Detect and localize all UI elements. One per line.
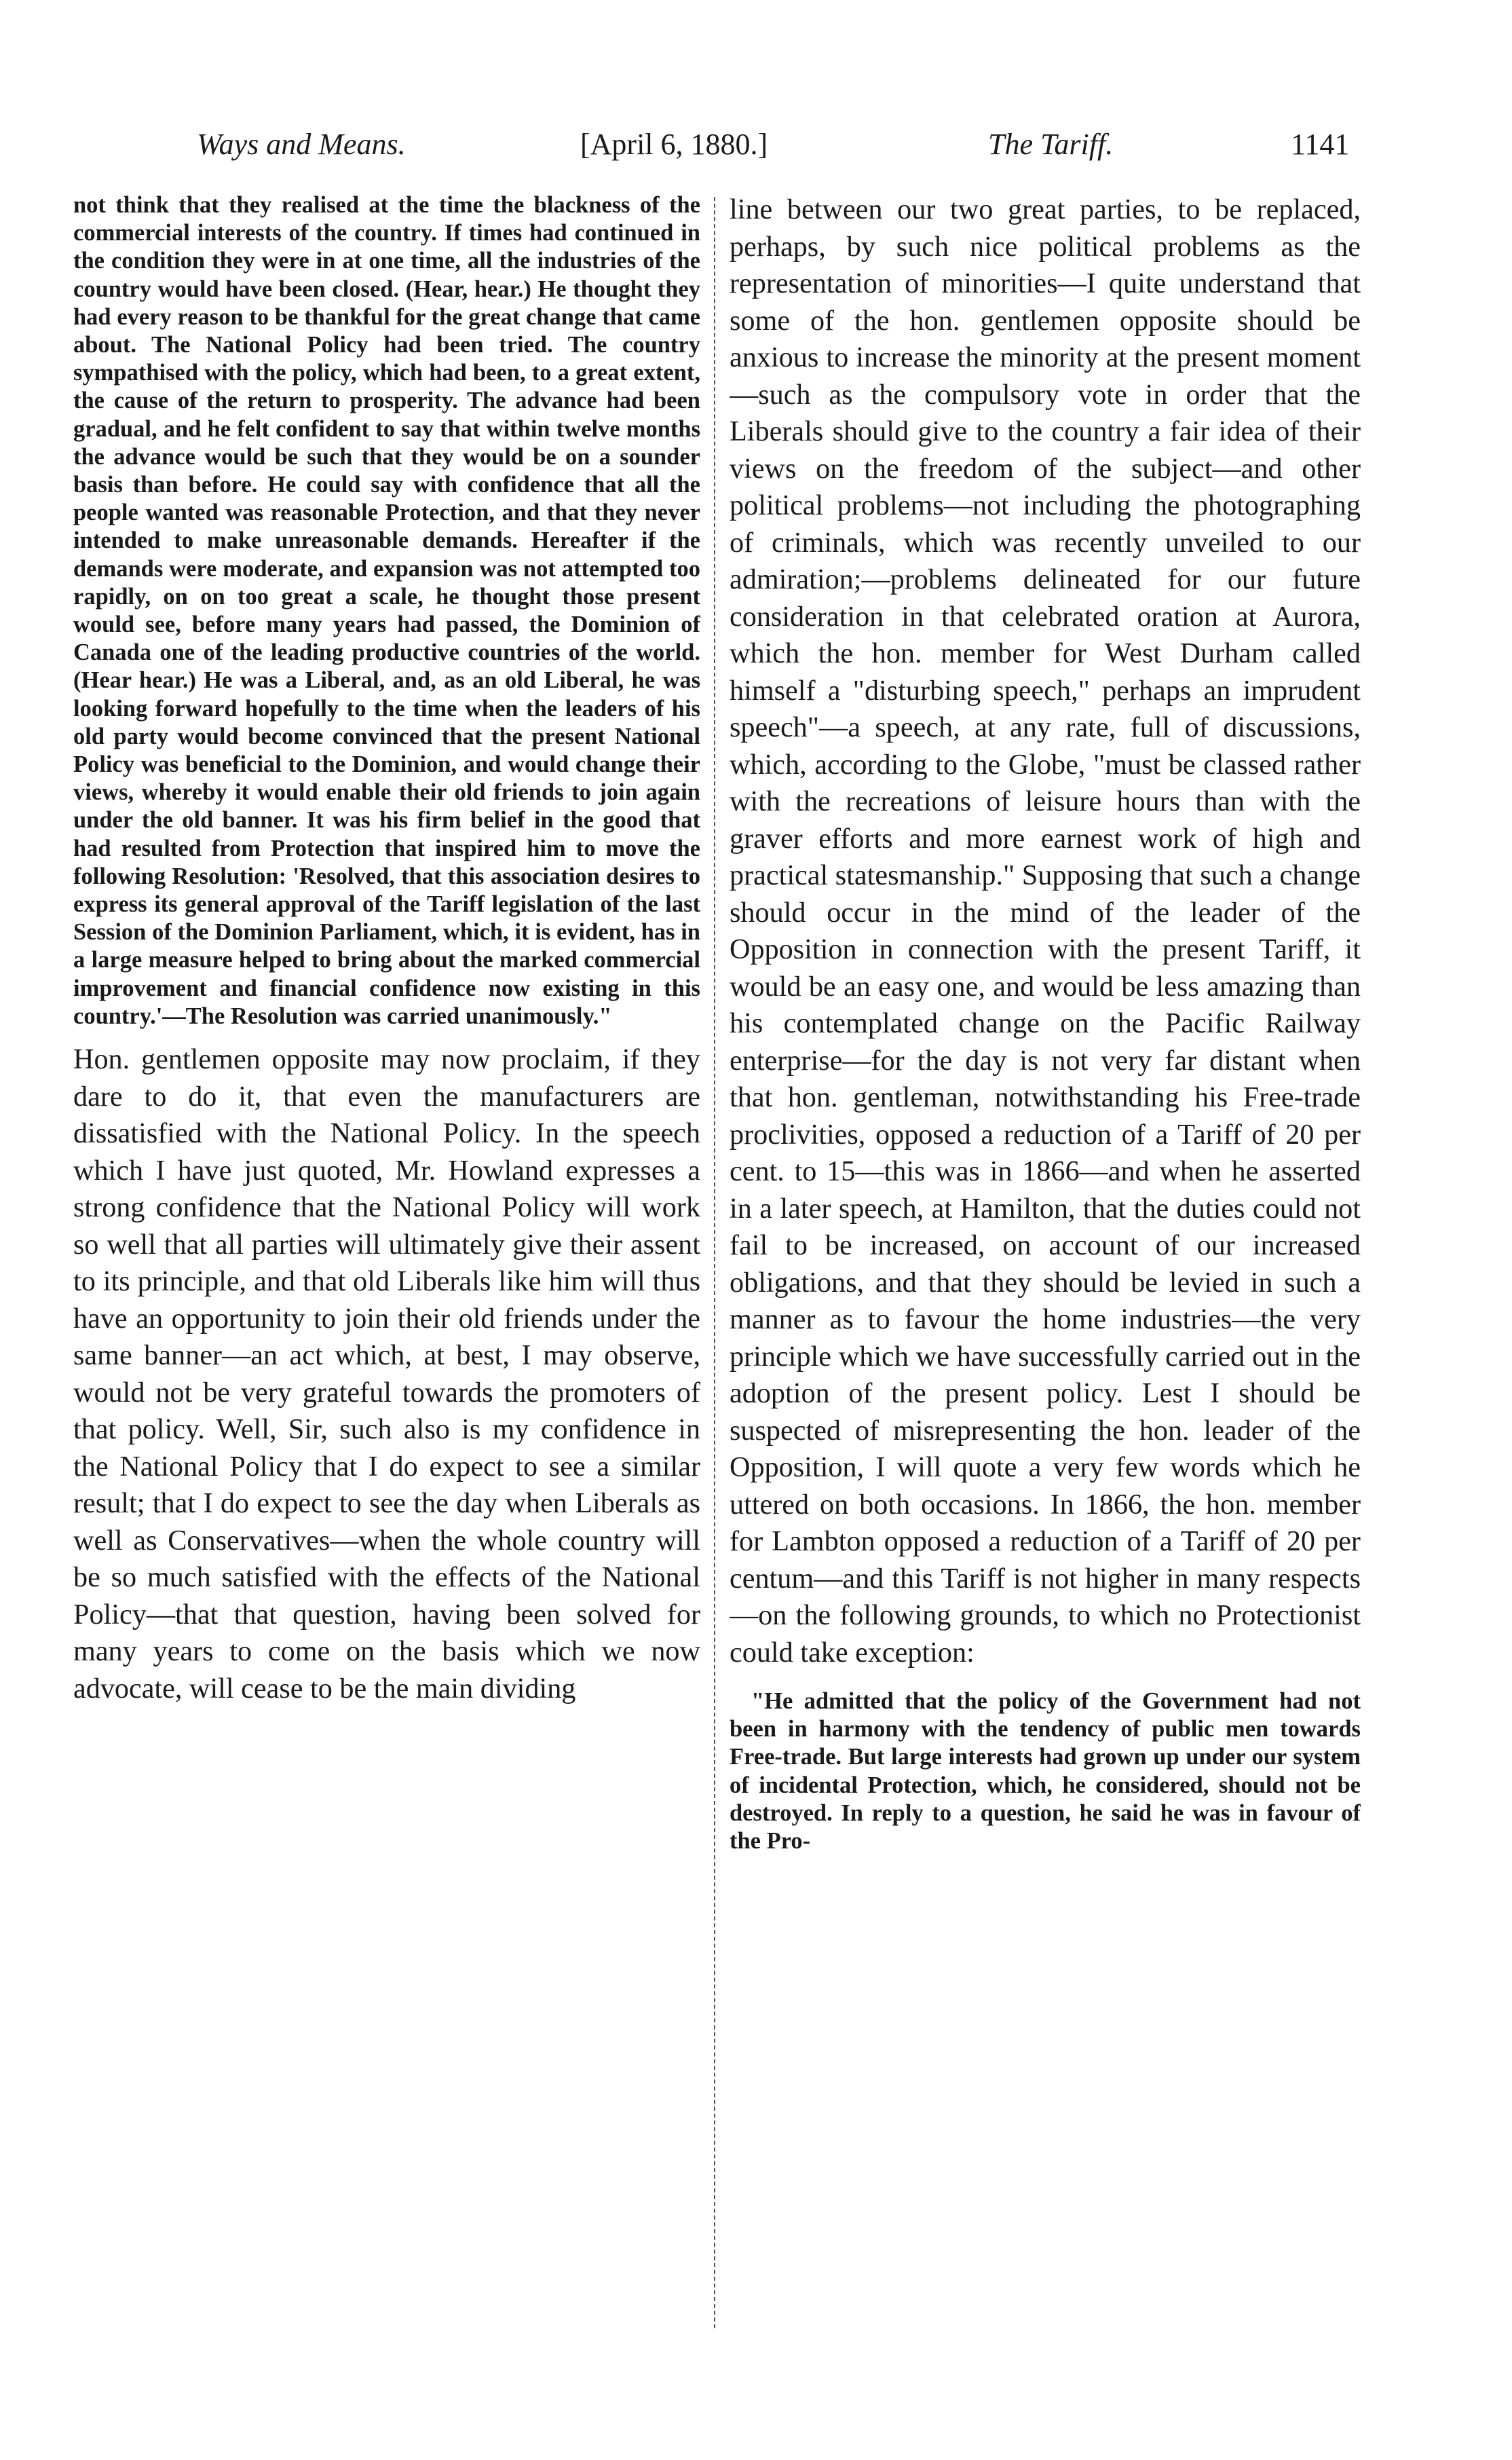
speech-paragraph-left: Hon. gentlemen opposite may now proclaim, if they dare to do it, that even the manufacturers are dissatisfied with the National Policy. In the speech which I have just quoted, Mr. Howland expresses a strong confidence that the National Policy will work so well that all parties will ultimately give their assent to its principle, and that old Liberals like him will thus have an opportunity to join their old friends under the same banner—an act which, at best, I may observe, would not be very grateful towards the promoters of that policy. Well, Sir, such also is my confidence in the National Policy that I do expect to see a similar result; that I do expect to see the day when Liberals as well as Conservatives—when the whole country will be so much satisfied with the effects of the National Policy—that that question, having been solved for many years to come on the basis which we now advocate, will cease to be the main dividing	[73, 1043, 700, 1704]
header-date: [April 6, 1880.]	[580, 128, 768, 161]
quoted-report-continuation: not think that they realised at the time the blackness of the commercial interests of the country. If times had continued in the condition they were in at one time, all the industries of the country would have been closed. (Hear, hear.) He thought they had every reason to be thankful for the great change that came about. The National Policy had been tried. The country sympathised with the policy, which had been, to a great extent, the cause of the return to prosperity. The advance had been gradual, and he felt confident to say that within twelve months the advance would be such that they would be on a sounder basis than before. He could say with confidence that all the people wanted was reasonable Protection, and that they never intended to make unreasonable demands. Hereafter if the demands were moderate, and expansion was not attempted too rapidly, on on too great a scale, he thought those present would see, before many years had passed, the Dominion of Canada one of the leading productive countries of the world. (Hear hear.) He was a Liberal, and, as an old Liberal, he was looking forward hopefully to the time when the leaders of his old party would become convinced that the present National Policy was beneficial to the Dominion, and would change their views, whereby it would enable their old friends to join again under the old banner. It was his firm belief in the good that had resulted from Protection that inspired him to move the following Resolution: 'Resolved, that this association desires to express its general approval of the Tariff legislation of the last Session of the Dominion Parliament, which, it is evident, has in a large measure helped to bring about the marked commercial improvement and financial confidence now existing in this country.'—The Resolution was carried unanimously."	[73, 192, 700, 1029]
header-section-title: Ways and Means.	[197, 128, 406, 161]
left-column	[73, 191, 700, 2330]
column-divider	[714, 197, 715, 2328]
speech-paragraph-right: line between our two great parties, to be replaced, perhaps, by such nice political problems as the representation of minorities—I quite understand that some of the hon. gentlemen opposite should be anxious to increase the minority at the present moment—such as the compulsory vote in order that the Liberals should give to the country a fair idea of their views on the freedom of the subject—and other political problems—not including the photographing of criminals, which was recently unveiled to our admiration;—problems delineated for our future consideration in that celebrated oration at Aurora, which the hon. member for West Durham called himself a "disturbing speech," perhaps an imprudent speech"—a speech, at any rate, full of discussions, which, according to the Globe, "must be classed rather with the recreations of leisure hours than with the graver efforts and more earnest work of high and practical statesmanship." Supposing that such a change should occur in the mind of the leader of the Opposition in connection with the present Tariff, it would be an easy one, and would be less amazing than his contemplated change on the Pacific Railway enterprise—for the day is not very far distant when that hon. gentleman, notwithstanding his Free-trade proclivities, opposed a reduction of a Tariff of 20 per cent. to 15—this was in 1866—and when he asserted in a later speech, at Hamilton, that the duties could not fail to be increased, on account of our increased obligations, and that they should be levied in such a manner as to favour the home industries—the very principle which we have successfully carried out in the adoption of the present policy. Lest I should be suspected of misrepresenting the hon. leader of the Opposition, I will quote a very few words which he uttered on both occasions. In 1866, the hon. member for Lambton opposed a reduction of a Tariff of 20 per centum—and this Tariff is not higher in many respects—on the following grounds, to which no Protectionist could take exception:	[730, 193, 1361, 1669]
quoted-statement: "He admitted that the policy of the Government had not been in harmony with the tendency of public men towards Free-trade. But large interests had grown up under our system of incidental Protection, which, he considered, should not be destroyed. In reply to a question, he said he was in favour of the Pro-	[730, 1688, 1361, 1855]
right-column	[730, 191, 1361, 2330]
header-topic-title: The Tariff.	[988, 128, 1114, 161]
page-header	[0, 121, 1512, 168]
page-number: 1141	[1291, 128, 1350, 161]
